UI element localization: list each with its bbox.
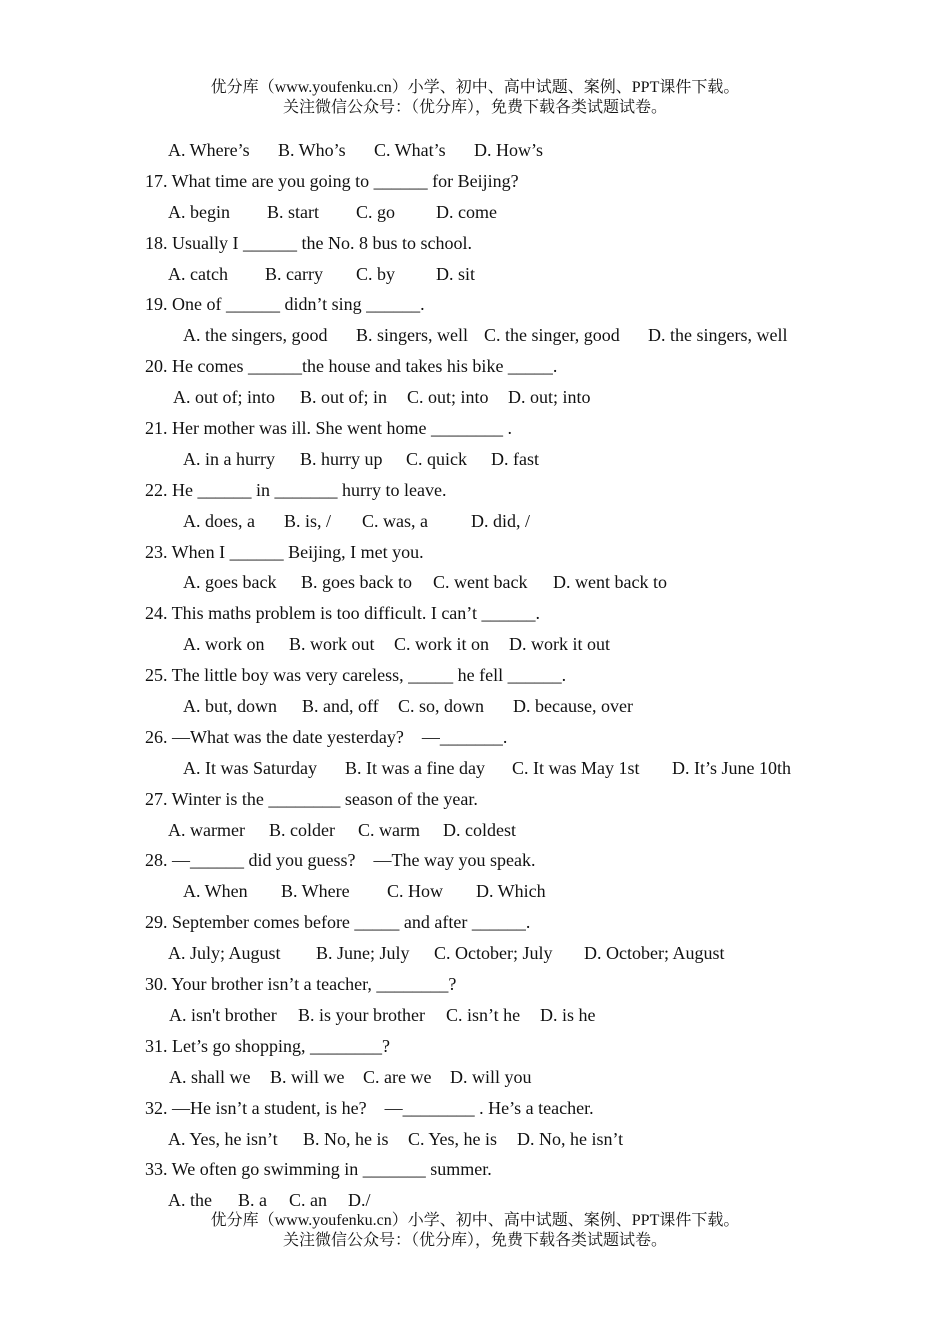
option-d: D. is he (540, 1004, 596, 1025)
question-stem (0, 907, 950, 938)
answer-options (0, 135, 950, 166)
option-d: D. coldest (443, 819, 516, 840)
option-d: D. How’s (474, 140, 544, 160)
option-d: D. Which (476, 881, 546, 902)
option-a: A. but, down (183, 696, 277, 717)
option-c: C. Yes, he is (408, 1128, 498, 1149)
answer-options (0, 629, 950, 660)
question-text: 23. When I ______ Beijing, I met you. (145, 541, 424, 562)
option-c: C. so, down (398, 696, 485, 717)
option-a: A. the (168, 1190, 212, 1211)
option-b: B. hurry up (300, 448, 383, 469)
answer-options (0, 382, 950, 413)
option-d: D. work it out (509, 634, 610, 655)
option-d: D. No, he isn’t (517, 1128, 624, 1149)
question-stem (0, 1093, 950, 1124)
question-text: 19. One of ______ didn’t sing ______. (145, 294, 425, 315)
option-a: A. goes back (183, 572, 277, 593)
header-line-1: 优分库（www.youfenku.cn）小学、初中、高中试题、案例、PPT课件下载。 (210, 79, 740, 96)
question-text: 26. —What was the date yesterday? —_______. (145, 726, 508, 747)
option-b: B. start (267, 201, 319, 222)
answer-options (0, 938, 950, 969)
question-text: 25. The little boy was very careless, _____ he fell ______. (145, 665, 567, 686)
question-stem (0, 537, 950, 568)
option-a: A. begin (168, 201, 230, 222)
option-a: A. warmer (168, 819, 245, 840)
question-text: 27. Winter is the ________ season of the year. (145, 788, 478, 809)
answer-options (0, 1000, 950, 1031)
question-stem (0, 969, 950, 1000)
option-b: B. Who’s (278, 140, 346, 160)
question-text: 32. —He isn’t a student, is he? —________ . He’s a teacher. (145, 1097, 594, 1118)
option-a: A. When (183, 881, 248, 902)
answer-options (0, 691, 950, 722)
answer-options (0, 259, 950, 290)
option-b: B. carry (265, 263, 323, 284)
question-text: 17. What time are you going to ______ for Beijing? (145, 170, 519, 191)
option-a: A. in a hurry (183, 448, 275, 469)
option-d: D. the singers, well (648, 325, 788, 346)
option-a: A. catch (168, 263, 228, 284)
option-b: B. No, he is (303, 1128, 389, 1149)
page-header (0, 78, 950, 118)
option-b: B. colder (269, 819, 335, 840)
option-a: A. July; August (168, 943, 281, 964)
question-text: 29. September comes before _____ and after ______. (145, 912, 531, 933)
question-list (0, 135, 950, 1216)
option-a: A. isn't brother (169, 1004, 277, 1025)
option-a: A. shall we (169, 1066, 251, 1087)
option-c: C. isn’t he (446, 1004, 521, 1025)
option-b: B. and, off (302, 696, 379, 717)
question-text: 18. Usually I ______ the No. 8 bus to school. (145, 232, 472, 253)
option-c: C. an (289, 1190, 327, 1211)
option-a: A. Yes, he isn’t (168, 1128, 278, 1149)
option-c: C. quick (406, 448, 467, 469)
option-d: D. come (436, 201, 497, 222)
answer-options (0, 506, 950, 537)
option-b: B. work out (289, 634, 375, 655)
option-d: D. will you (450, 1066, 532, 1087)
question-stem (0, 289, 950, 320)
option-a: A. does, a (183, 510, 255, 531)
question-text: 24. This maths problem is too difficult. I can’t ______. (145, 603, 540, 624)
option-d: D. sit (436, 263, 476, 284)
answer-options (0, 320, 950, 351)
footer-line-1: 优分库（www.youfenku.cn）小学、初中、高中试题、案例、PPT课件下载。 (210, 1212, 740, 1229)
option-b: B. It was a fine day (345, 757, 485, 778)
question-text: 20. He comes ______the house and takes his bike _____. (145, 356, 558, 377)
option-d: D. out; into (508, 387, 591, 408)
option-c: C. October; July (434, 943, 553, 964)
question-stem (0, 413, 950, 444)
option-b: B. a (238, 1190, 267, 1211)
option-d: D. because, over (513, 696, 633, 717)
question-stem (0, 722, 950, 753)
answer-options (0, 1062, 950, 1093)
option-d: D. went back to (553, 572, 667, 593)
question-stem (0, 660, 950, 691)
question-text: 28. —______ did you guess? —The way you speak. (145, 850, 536, 871)
question-text: 21. Her mother was ill. She went home ________ . (145, 418, 512, 439)
option-c: C. went back (433, 572, 528, 593)
option-b: B. goes back to (301, 572, 412, 593)
option-c: C. was, a (362, 510, 428, 531)
option-b: B. Where (281, 881, 350, 902)
option-c: C. What’s (374, 140, 446, 160)
option-d: D. It’s June 10th (672, 757, 791, 778)
option-d: D. fast (491, 448, 539, 469)
question-stem (0, 784, 950, 815)
question-stem (0, 845, 950, 876)
question-stem (0, 166, 950, 197)
question-stem (0, 598, 950, 629)
option-c: C. warm (358, 819, 420, 840)
option-b: B. singers, well (356, 325, 468, 346)
question-text: 31. Let’s go shopping, ________? (145, 1035, 390, 1056)
question-stem (0, 228, 950, 259)
answer-options (0, 197, 950, 228)
footer-line-2: 关注微信公众号：（优分库），免费下载各类试题试卷。 (282, 1232, 667, 1249)
option-c: C. It was May 1st (512, 757, 640, 778)
answer-options (0, 753, 950, 784)
option-d: D./ (348, 1190, 371, 1211)
question-text: 30. Your brother isn’t a teacher, ________? (145, 974, 457, 995)
option-c: C. are we (363, 1066, 432, 1087)
answer-options (0, 876, 950, 907)
question-stem (0, 351, 950, 382)
header-line-2: 关注微信公众号：（优分库），免费下载各类试题试卷。 (282, 99, 667, 116)
page-footer (0, 1211, 950, 1251)
answer-options (0, 444, 950, 475)
option-c: C. by (356, 263, 396, 284)
option-c: C. How (387, 881, 444, 902)
option-a: A. It was Saturday (183, 757, 317, 778)
option-d: D. did, / (471, 510, 531, 531)
option-c: C. go (356, 201, 396, 222)
question-stem (0, 1031, 950, 1062)
option-b: B. out of; in (300, 387, 388, 408)
option-c: C. out; into (407, 387, 489, 408)
answer-options (0, 1124, 950, 1155)
option-a: A. work on (183, 634, 265, 655)
option-a: A. out of; into (173, 387, 275, 408)
question-stem (0, 475, 950, 506)
question-text: 33. We often go swimming in _______ summer. (145, 1159, 492, 1180)
answer-options (0, 567, 950, 598)
option-c: C. work it on (394, 634, 490, 655)
option-c: C. the singer, good (484, 325, 620, 346)
option-a: A. the singers, good (183, 325, 328, 346)
option-b: B. is your brother (298, 1004, 425, 1025)
answer-options (0, 815, 950, 846)
option-d: D. October; August (584, 943, 725, 964)
option-b: B. will we (270, 1066, 345, 1087)
option-b: B. June; July (316, 943, 410, 964)
option-b: B. is, / (284, 510, 332, 531)
option-a: A. Where’s (168, 140, 250, 160)
question-text: 22. He ______ in _______ hurry to leave. (145, 479, 447, 500)
question-stem (0, 1154, 950, 1185)
